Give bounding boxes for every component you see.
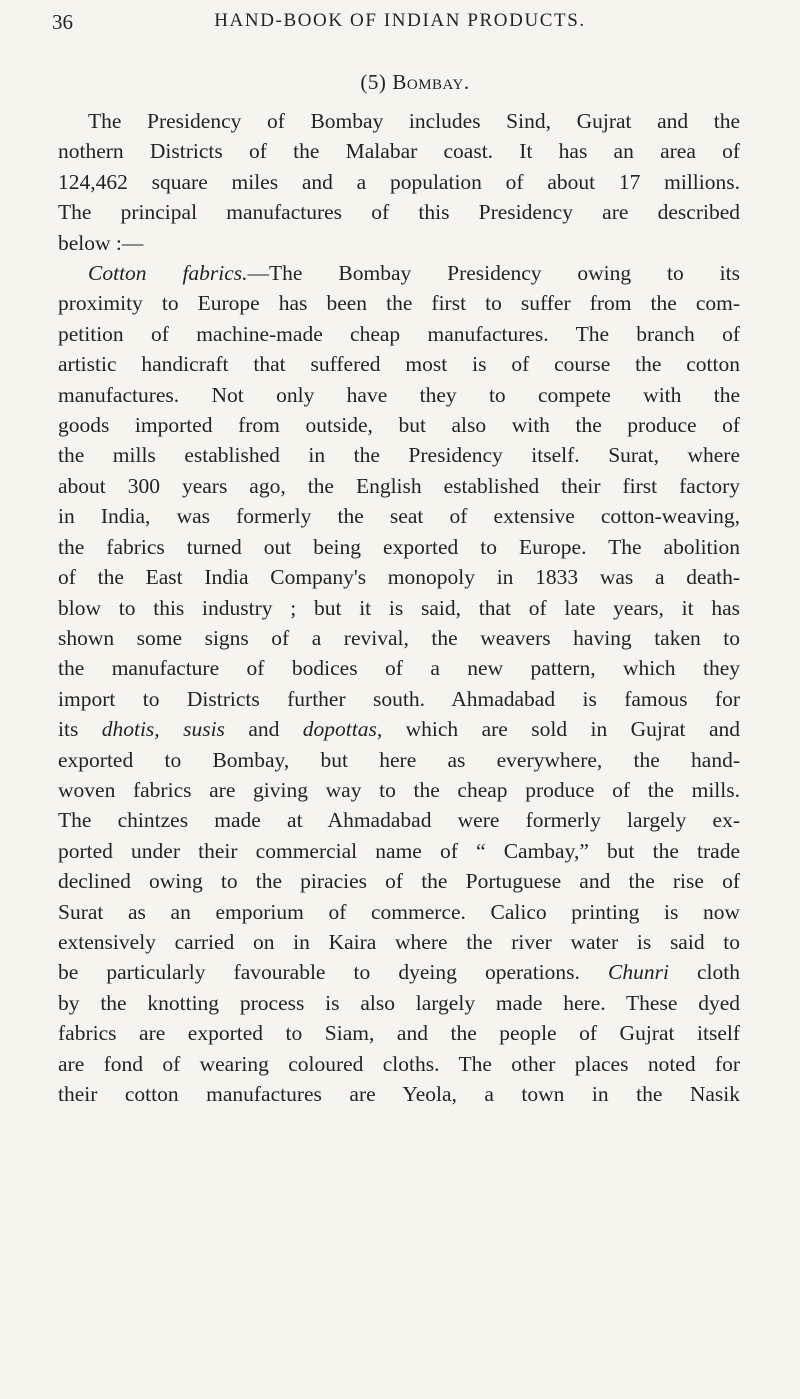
section-number: (5) (360, 70, 387, 94)
text-run: blow to this industry ; but it is said, that of late years, it has (58, 595, 740, 620)
text-run: The principal manufactures of this Presidency are described (58, 200, 740, 225)
text-run: nothern Districts of the Malabar coast. It has an area of (58, 139, 740, 164)
text-run: import to Districts further south. Ahmadabad is famous for (58, 686, 740, 711)
text-run: the fabrics turned out being exported to Europe. The abolition (58, 534, 740, 559)
text-line (58, 228, 740, 258)
text-line (58, 593, 740, 623)
text-line (58, 136, 740, 166)
text-line (58, 471, 740, 501)
text-run: of the East India Company's monopoly in 1833 was a death- (58, 565, 740, 590)
text-line (58, 288, 740, 318)
text-line (58, 258, 740, 288)
text-run: The Presidency of Bombay includes Sind, Gujrat and the (88, 109, 740, 133)
text-run: petition of machine-made cheap manufactures. The branch of (58, 321, 740, 346)
text-run: exported to Bombay, but here as everywhere, the hand- (58, 747, 740, 772)
text-run: cloth (668, 960, 740, 985)
text-run: fabrics are exported to Siam, and the people of Gujrat itself (58, 1021, 740, 1046)
text-line (58, 988, 740, 1018)
text-line (58, 1049, 740, 1079)
italic-phrase: dhotis, susis (101, 717, 225, 742)
section-heading (0, 70, 800, 95)
text-run: —The Bombay Presidency owing to its (247, 261, 740, 286)
text-line (58, 684, 740, 714)
text-line (58, 866, 740, 896)
text-line (58, 1018, 740, 1048)
text-run: its (58, 717, 102, 742)
text-run: declined owing to the piracies of the Portuguese and the rise of (58, 869, 740, 894)
text-run: and (224, 717, 303, 742)
text-line (58, 927, 740, 957)
text-line (58, 410, 740, 440)
text-line (58, 1079, 740, 1109)
text-line (58, 319, 740, 349)
text-line (58, 106, 740, 136)
text-run: woven fabrics are giving way to the cheap produce of the mills. (58, 777, 740, 802)
italic-phrase: dopottas, (302, 717, 383, 742)
text-run: artistic handicraft that suffered most is of course the cotton (58, 352, 740, 377)
text-run: by the knotting process is also largely made here. These dyed (58, 990, 740, 1015)
section-title: Bombay. (392, 70, 470, 94)
text-run: 124,462 square miles and a population of about 17 millions. (58, 169, 740, 194)
text-line (58, 897, 740, 927)
italic-phrase: Cotton fabrics. (88, 261, 248, 286)
text-run: below :— (58, 230, 144, 255)
text-line (58, 623, 740, 653)
text-run: in India, was formerly the seat of extensive cotton-weaving, (58, 504, 740, 529)
text-line (58, 440, 740, 470)
running-head (52, 10, 748, 38)
text-line (58, 532, 740, 562)
text-run: proximity to Europe has been the first to suffer from the com- (58, 291, 740, 316)
text-run: which are sold in Gujrat and (382, 717, 740, 742)
text-run: ported under their commercial name of “ Cambay,” but the trade (58, 838, 740, 863)
running-title: HAND-BOOK OF INDIAN PRODUCTS. (214, 10, 586, 31)
text-line (58, 501, 740, 531)
text-run: are fond of wearing coloured cloths. The other places noted for (58, 1051, 740, 1076)
text-run: extensively carried on in Kaira where the river water is said to (58, 929, 740, 954)
text-run: about 300 years ago, the English established their first factory (58, 473, 740, 498)
text-run: Surat as an emporium of commerce. Calico printing is now (58, 899, 740, 924)
text-line (58, 562, 740, 592)
text-line (58, 197, 740, 227)
text-line (58, 167, 740, 197)
text-run: shown some signs of a revival, the weavers having taken to (58, 625, 740, 650)
text-line (58, 714, 740, 744)
text-run: The chintzes made at Ahmadabad were formerly largely ex- (58, 808, 740, 833)
text-line (58, 836, 740, 866)
text-run: the manufacture of bodices of a new pattern, which they (58, 656, 740, 681)
page-number: 36 (52, 10, 73, 34)
text-run: their cotton manufactures are Yeola, a town in the Nasik (58, 1082, 740, 1106)
body-text (58, 106, 740, 1109)
text-run: goods imported from outside, but also with the produce of (58, 413, 740, 438)
text-line (58, 745, 740, 775)
text-line (58, 349, 740, 379)
text-run: the mills established in the Presidency itself. Surat, where (58, 443, 740, 468)
text-line (58, 775, 740, 805)
text-run: manufactures. Not only have they to compete with the (58, 382, 740, 407)
italic-phrase: Chunri (607, 960, 669, 985)
text-run: be particularly favourable to dyeing operations. (58, 960, 608, 985)
text-line (58, 805, 740, 835)
text-line (58, 957, 740, 987)
text-line (58, 380, 740, 410)
text-line (58, 653, 740, 683)
